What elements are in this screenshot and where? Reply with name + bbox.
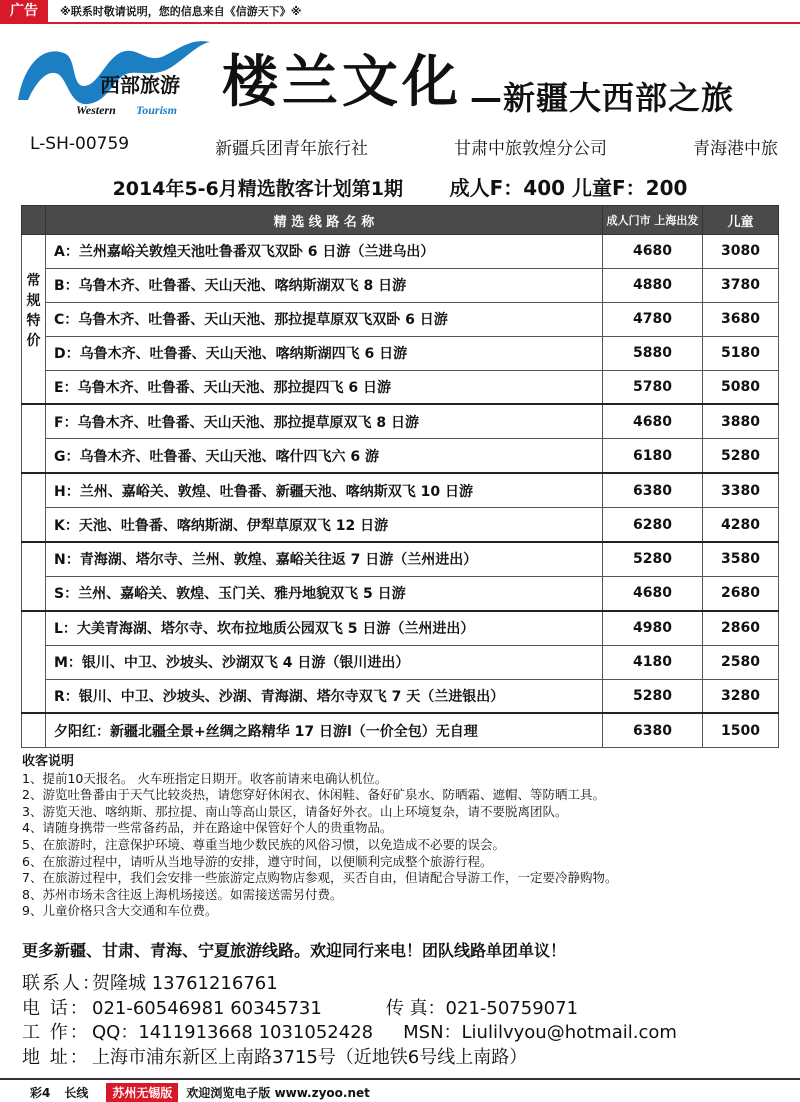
child-price: 4280 <box>703 508 779 542</box>
table-row <box>22 508 779 542</box>
adult-price: 4680 <box>603 576 703 610</box>
table-row <box>22 370 779 404</box>
top-divider <box>0 22 800 24</box>
table-row <box>22 336 779 370</box>
note-item: 9、儿童价格只含大交通和车位费。 <box>22 903 218 919</box>
table-row <box>22 576 779 610</box>
table-row <box>22 302 779 336</box>
note-item: 1、提前10天报名。 火车班指定日期开。收客前请来电确认机位。 <box>22 770 388 786</box>
source-note: ※联系时敬请说明，您的信息来自《信游天下》※ <box>60 5 302 18</box>
note-item: 6、在旅游过程中，请听从当地导游的安排，遵守时间，以便顺利完成整个旅游行程。 <box>22 853 493 869</box>
contact-block <box>22 972 792 1070</box>
msn-value: Liulilvyou@hotmail.com <box>461 1022 677 1043</box>
work-row <box>22 1021 792 1046</box>
route-name: H：兰州、嘉峪关、敦煌、吐鲁番、新疆天池、喀纳斯双飞 10 日游 <box>46 473 603 507</box>
child-price: 3080 <box>703 235 779 269</box>
logo-text-cn: 西部旅游 <box>100 73 180 97</box>
child-price: 3780 <box>703 268 779 302</box>
child-price: 5080 <box>703 370 779 404</box>
child-price: 3680 <box>703 302 779 336</box>
brand-subtitle: —新疆大西部之旅 <box>470 79 735 117</box>
booking-notes <box>22 754 782 920</box>
qq-value: QQ：1411913668 1031052428 <box>92 1022 374 1043</box>
route-name: S：兰州、嘉峪关、敦煌、玉门关、雅丹地貌双飞 5 日游 <box>46 576 603 610</box>
fee-info: 成人F：400 儿童F：200 <box>449 176 688 200</box>
route-name: F：乌鲁木齐、吐鲁番、天山天池、那拉提草原双飞 8 日游 <box>46 404 603 438</box>
route-header: 精 选 线 路 名 称 <box>46 206 603 235</box>
adult-price: 6180 <box>603 439 703 473</box>
route-name: E：乌鲁木齐、吐鲁番、天山天池、那拉提四飞 6 日游 <box>46 370 603 404</box>
adult-price: 5280 <box>603 679 703 713</box>
child-price: 3280 <box>703 679 779 713</box>
adult-price: 5780 <box>603 370 703 404</box>
address-value: 上海市浦东新区上南路3715号（近地铁6号线上南路） <box>92 1046 528 1068</box>
logo-text-en-2: Tourism <box>136 103 177 117</box>
route-name: N：青海湖、塔尔寺、兰州、敦煌、嘉峪关往返 7 日游（兰州进出） <box>46 542 603 576</box>
fax-value: 021-50759071 <box>445 997 579 1019</box>
table-row <box>22 679 779 713</box>
address-label: 地 址： <box>22 1046 90 1068</box>
fax-label: 传 真： <box>385 997 446 1019</box>
child-price: 5280 <box>703 439 779 473</box>
route-name: G：乌鲁木齐、吐鲁番、天山天池、喀什四飞六 6 游 <box>46 439 603 473</box>
table-row <box>22 235 779 269</box>
agency-item: 青海港中旅 <box>692 139 778 159</box>
column-name: 长线 <box>64 1086 89 1100</box>
adult-price: 4880 <box>603 268 703 302</box>
adult-price: 5880 <box>603 336 703 370</box>
table-row <box>22 268 779 302</box>
phone-row <box>22 997 792 1022</box>
route-name: D：乌鲁木齐、吐鲁番、天山天池、喀纳斯湖四飞 6 日游 <box>46 336 603 370</box>
contact-label: 联系人： <box>22 973 102 994</box>
address-row <box>22 1046 792 1071</box>
group-marker <box>22 404 46 473</box>
brand-title: 楼兰文化 <box>222 49 462 115</box>
child-price: 5180 <box>703 336 779 370</box>
phone-label: 电 话： <box>22 997 90 1019</box>
logo-text-en-1: Western <box>76 103 116 117</box>
ad-tag: 广告 <box>0 0 48 22</box>
page-number: 彩4 <box>30 1086 51 1100</box>
table-row <box>22 542 779 576</box>
adult-price: 4780 <box>603 302 703 336</box>
group-marker <box>22 713 46 747</box>
footer <box>30 1083 370 1102</box>
route-name: M：银川、中卫、沙坡头、沙湖双飞 4 日游（银川进出） <box>46 645 603 679</box>
table-row <box>22 713 779 747</box>
note-item: 5、在旅游时，注意保护环境、尊重当地少数民族的风俗习惯，以免造成不必要的误会。 <box>22 836 505 852</box>
note-item: 4、请随身携带一些常备药品，并在路途中保管好个人的贵重物品。 <box>22 820 393 836</box>
child-price: 2680 <box>703 576 779 610</box>
table-header <box>22 206 779 235</box>
edition-badge: 苏州无锡版 <box>106 1083 178 1102</box>
plan-title-text: 2014年5-6月精选散客计划第1期 <box>112 178 403 200</box>
adult-price: 4180 <box>603 645 703 679</box>
adult-price: 6380 <box>603 473 703 507</box>
adult-price: 4980 <box>603 611 703 645</box>
adult-price-header: 成人门市 上海出发 <box>603 206 703 235</box>
route-name: A：兰州嘉峪关敦煌天池吐鲁番双飞双卧 6 日游（兰进乌出） <box>46 235 603 269</box>
note-item: 3、游览天池、喀纳斯、那拉提、南山等高山景区，请备好外衣。山上环境复杂，请不要脱离团队。 <box>22 803 568 819</box>
child-price-header: 儿童 <box>703 206 779 235</box>
adult-price: 4680 <box>603 235 703 269</box>
route-name: K：天池、吐鲁番、喀纳斯湖、伊犁草原双飞 12 日游 <box>46 508 603 542</box>
note-item: 7、在旅游过程中，我们会安排一些旅游定点购物店参观，买否自由，但请配合导游工作，一定要冷静购物。 <box>22 870 618 886</box>
top-ad-bar <box>0 0 800 22</box>
adult-price: 6280 <box>603 508 703 542</box>
route-name: 夕阳红：新疆北疆全景+丝绸之路精华 17 日游l（一价全包）无自理 <box>46 713 603 747</box>
contact-row <box>22 972 792 997</box>
group-marker <box>22 542 46 611</box>
child-price: 3880 <box>703 404 779 438</box>
phone-value: 021-60546981 60345731 <box>92 997 322 1019</box>
route-name: L：大美青海湖、塔尔寺、坎布拉地质公园双飞 5 日游（兰州进出） <box>46 611 603 645</box>
company-logo <box>14 34 214 120</box>
child-price: 1500 <box>703 713 779 747</box>
group-marker <box>22 473 46 542</box>
child-price: 3380 <box>703 473 779 507</box>
table-row <box>22 611 779 645</box>
agency-item: 新疆兵团青年旅行社 <box>215 139 369 159</box>
agency-list <box>30 134 778 159</box>
child-price: 2580 <box>703 645 779 679</box>
child-price: 2860 <box>703 611 779 645</box>
corner-header <box>22 206 46 235</box>
adult-price: 5280 <box>603 542 703 576</box>
table-row <box>22 439 779 473</box>
table-row <box>22 473 779 507</box>
note-item: 8、苏州市场未含往返上海机场接送。如需接送需另付费。 <box>22 886 343 902</box>
adult-price: 6380 <box>603 713 703 747</box>
msn-label: MSN： <box>403 1022 462 1043</box>
adult-price: 4680 <box>603 404 703 438</box>
group-marker <box>22 611 46 714</box>
category-regular: 常 规 特 价 <box>22 235 46 405</box>
work-label: 工 作： <box>22 1022 90 1043</box>
footer-divider <box>0 1078 800 1080</box>
table-row <box>22 404 779 438</box>
route-name: R：银川、中卫、沙坡头、沙湖、青海湖、塔尔寺双飞 7 天（兰进银出） <box>46 679 603 713</box>
child-price: 3580 <box>703 542 779 576</box>
route-name: B：乌鲁木齐、吐鲁番、天山天池、喀纳斯湖双飞 8 日游 <box>46 268 603 302</box>
plan-title <box>0 172 800 201</box>
promo-text: 更多新疆、甘肃、青海、宁夏旅游线路。欢迎同行来电！团队线路单团单议！ <box>22 941 567 960</box>
contact-person: 贺隆城 13761216761 <box>92 973 278 994</box>
routes-table <box>21 205 779 748</box>
license-number: L-SH-00759 <box>30 134 130 154</box>
website-link[interactable]: 欢迎浏览电子版 www.zyoo.net <box>186 1086 370 1100</box>
agency-item: 甘肃中旅敦煌分公司 <box>454 139 608 159</box>
note-item: 2、游览吐鲁番由于天气比较炎热，请您穿好休闲衣、休闲鞋、备好矿泉水、防晒霜、遮帽、等防晒工具。 <box>22 787 605 803</box>
table-row <box>22 645 779 679</box>
route-name: C：乌鲁木齐、吐鲁番、天山天池、那拉提草原双飞双卧 6 日游 <box>46 302 603 336</box>
notes-title: 收客说明 <box>22 754 75 769</box>
